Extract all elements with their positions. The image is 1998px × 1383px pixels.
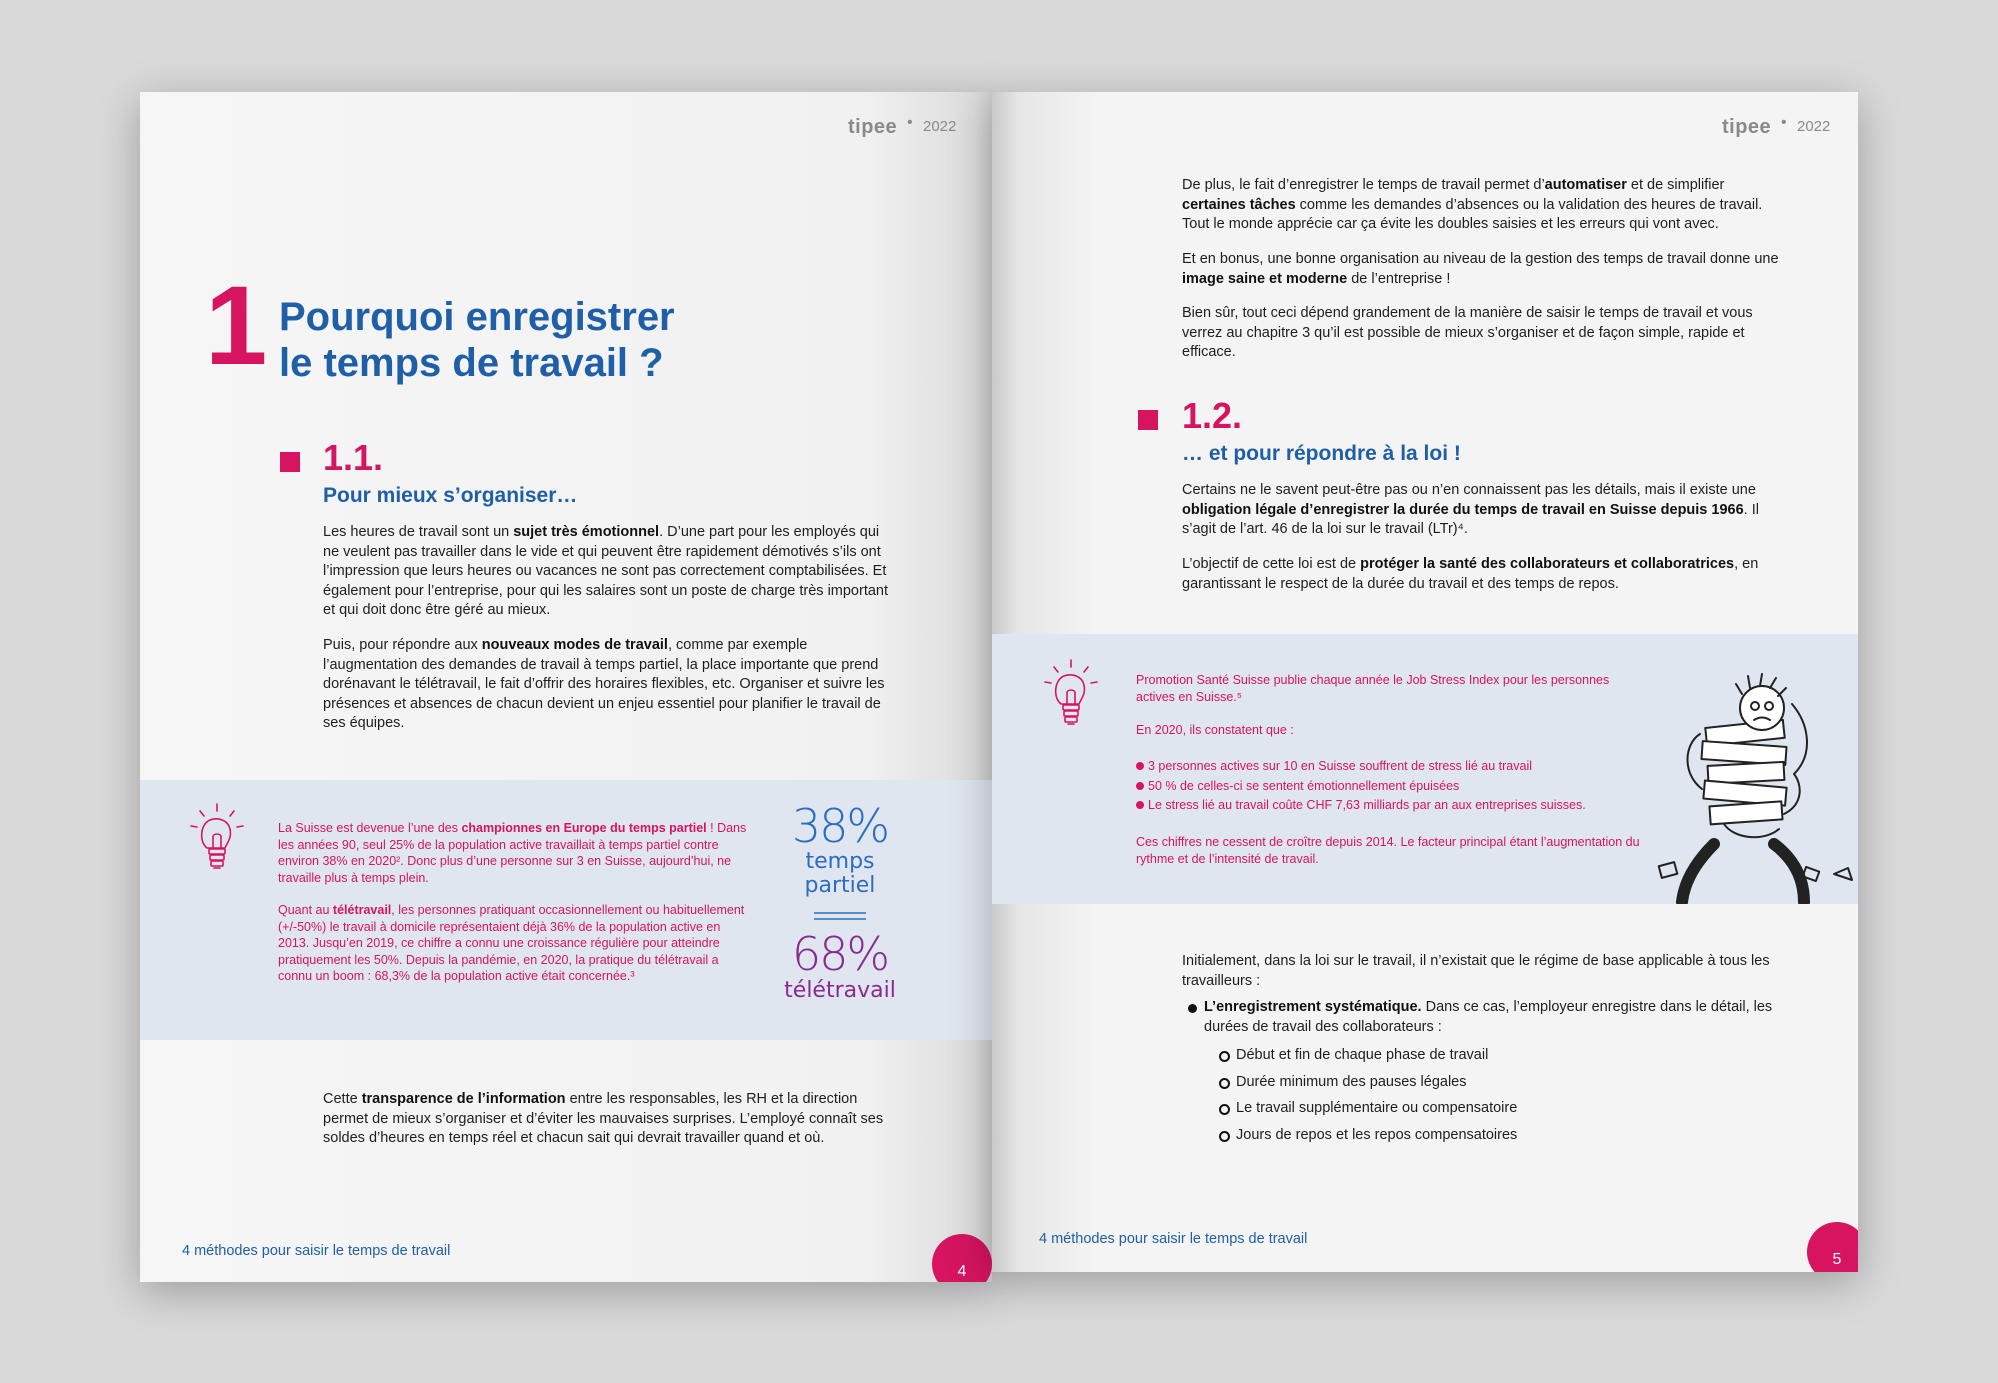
stat-telework-label: télétravail [784, 978, 896, 1003]
paragraph-transparency: Cette transparence de l’information entre les responsables, les RH et la direction permet de mieux s’organiser et d’éviter les mauvaises surprises. L’employé connaît ses soldes d’heures en temps réel et chacun sait qui devrait travailler quand et où. [323, 1091, 884, 1146]
list-item: 3 personnes actives sur 10 en Suisse souffrent de stress lié au travail [1148, 758, 1668, 775]
list-item: Durée minimum des pauses légales [1236, 1073, 1756, 1093]
page-number: 4 [932, 1234, 992, 1282]
box-intro-2: En 2020, ils constatent que : [1136, 723, 1294, 737]
footer-title: 4 méthodes pour saisir le temps de travail [182, 1243, 451, 1259]
divider-double-line [810, 910, 870, 922]
paragraph-automation: De plus, le fait d’enregistrer le temps de travail permet d’automatiser et de simplifier certaines tâches comme les demandes d’absences ou la validation des heures de travail. Tout le monde apprécie car ça évite les doubles saisies et les erreurs qui vont avec. [1182, 177, 1763, 232]
stat-part-time-value: 38% [791, 799, 889, 853]
list-item: Jours de repos et les repos compensatoires [1236, 1126, 1756, 1146]
section-subtitle: … et pour répondre à la loi ! [1182, 442, 1461, 465]
paragraph-new-work-modes: Puis, pour répondre aux nouveaux modes de travail, comme par exemple l’augmentation des demandes de travail à temps partiel, la place importante que prend dorénavant le télétravail, le fait d’offrir des horaires flexibles, etc. Organiser et suivre les présences et absences de chacun devient un enjeu essentiel pour planifier le travail de ses équipes. [323, 637, 885, 731]
paragraph-chapter3: Bien sûr, tout ceci dépend grandement de la manière de saisir le temps de travail et vous verrez au chapitre 3 qu’il est possible de mieux s’organiser et de façon simple, rapide et efficace. [1182, 305, 1753, 360]
box-intro: Promotion Santé Suisse publie chaque année le Job Stress Index pour les personnes actives en Suisse.⁵ [1136, 673, 1610, 704]
paragraph-base-regime: Initialement, dans la loi sur le travail, il n’existait que le régime de base applicable à tous les travailleurs : [1182, 953, 1770, 989]
paragraph-bonus: Et en bonus, une bonne organisation au niveau de la gestion des temps de travail donne une image saine et moderne de l’entreprise ! [1182, 251, 1779, 287]
paragraph-health: L’objectif de cette loi est de protéger la santé des collaborateurs et collaboratrices, en garantissant le respect de la durée du travail et des temps de repos. [1182, 556, 1759, 592]
box-paragraph-part-time: La Suisse est devenue l’une des championnes en Europe du temps partiel ! Dans les années 90, seul 25% de la population active travaillait à temps partiel contre environ 38% en 2020². Donc plus d’une personne sur 3 en Suisse, aujourd’hui, ne travaille plus à temps plein. [278, 821, 747, 885]
list-item: L’enregistrement systématique. Dans ce cas, l’employeur enregistre dans le détail, les durées de travail des collaborateurs : [1204, 998, 1784, 1037]
stressed-worker-illustration [1654, 664, 1858, 904]
brand-logo: tipee [1722, 116, 1772, 138]
lightbulb-icon [188, 802, 246, 874]
section-marker-icon [280, 452, 300, 472]
stat-part-time-label-2: partiel [804, 873, 876, 898]
sub-bullet-list [1236, 1046, 1756, 1145]
header-year: 2022 [923, 118, 957, 135]
stat-part-time-label-1: temps [805, 849, 875, 874]
page-number: 5 [1807, 1222, 1858, 1272]
section-number: 1.2. [1182, 395, 1243, 436]
info-box-part-time [140, 780, 992, 1040]
box-outro: Ces chiffres ne cessent de croître depuis 2014. Le facteur principal étant l’augmentation du rythme et de l’intensité de travail. [1136, 835, 1640, 866]
paragraph-emotions: Les heures de travail sont un sujet très émotionnel. D’une part pour les employés qui ne veulent pas travailler dans le vide et qui peuvent être rapidement démotivés s’ils ont l’impression que leurs heures ou vacances ne sont pas correctement comptabilisées. Et également pour l’entreprise, pour qui les salaires sont un poste de charge très important et qui doit donc être géré au mieux. [323, 524, 889, 618]
box-bullet-list [1148, 758, 1668, 814]
section-number: 1.1. [323, 437, 384, 478]
chapter-number: 1 [205, 263, 264, 388]
chapter-title-line2: le temps de travail ? [279, 341, 664, 385]
lightbulb-icon [1042, 658, 1100, 730]
header-year: 2022 [1797, 118, 1831, 135]
left-page [140, 92, 992, 1282]
chapter-title [279, 294, 675, 386]
section-marker-icon [1138, 410, 1158, 430]
header-separator: • [907, 114, 913, 131]
chapter-title-line1: Pourquoi enregistrer [279, 295, 675, 339]
stat-telework-value: 68% [791, 927, 889, 981]
info-box-stress [992, 634, 1858, 904]
list-item: Le stress lié au travail coûte CHF 7,63 milliards par an aux entreprises suisses. [1148, 797, 1668, 814]
box-paragraph-telework: Quant au télétravail, les personnes pratiquant occasionnellement ou habituellement (+/-50%) le travail à domicile représentaient déjà 36% de la population active en 2013. Jusqu’en 2019, ce chiffre a connu une croissance régulière pour atteindre pratiquement les 50%. Depuis la pandémie, en 2020, la pratique du télétravail a connu un boom : 68,3% de la population active était concernée.³ [278, 903, 745, 983]
stat-part-time [770, 799, 910, 898]
brand-logo: tipee [848, 116, 898, 138]
list-item: Début et fin de chaque phase de travail [1236, 1046, 1756, 1066]
footer-title: 4 méthodes pour saisir le temps de travail [1039, 1231, 1308, 1247]
stat-telework [770, 927, 910, 1004]
section-subtitle: Pour mieux s’organiser… [323, 484, 578, 507]
list-item: Le travail supplémentaire ou compensatoire [1236, 1099, 1756, 1119]
header-separator: • [1781, 114, 1787, 131]
paragraph-legal-obligation: Certains ne le savent peut-être pas ou n’en connaissent pas les détails, mais il existe une obligation légale d’enregistrer la durée du temps de travail en Suisse depuis 1966. Il s’agit de l’art. 46 de la loi sur le travail (LTr)⁴. [1182, 482, 1759, 537]
list-item: 50 % de celles-ci se sentent émotionnellement épuisées [1148, 778, 1668, 795]
main-bullet-list [1204, 998, 1784, 1037]
right-page [992, 92, 1858, 1272]
